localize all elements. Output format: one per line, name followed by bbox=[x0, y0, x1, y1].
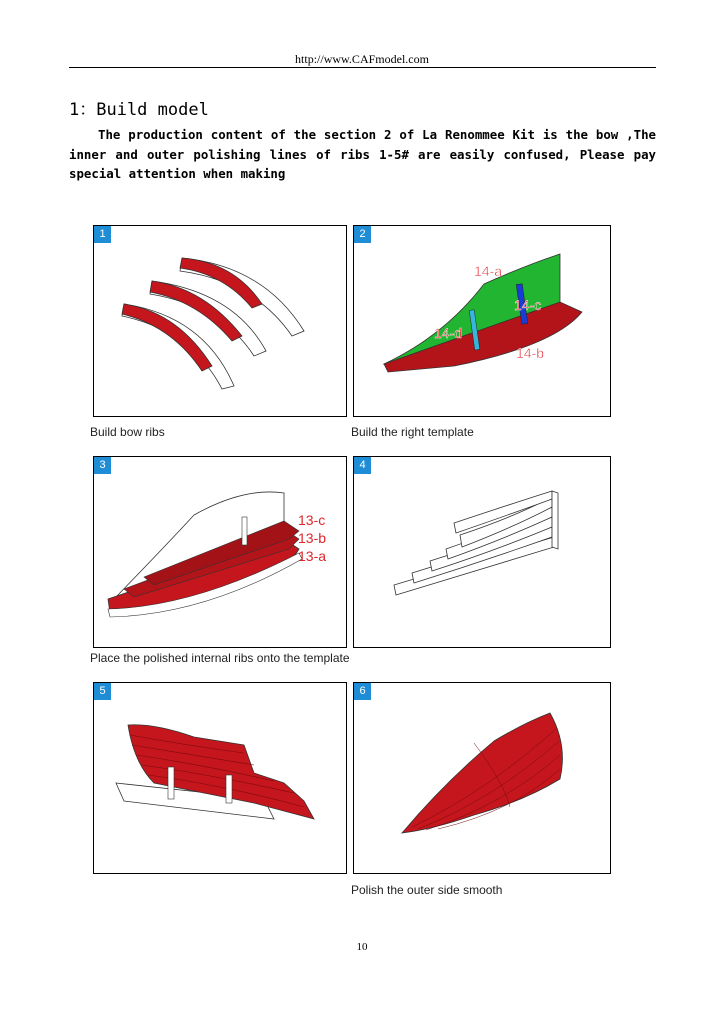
figure-panel-3 bbox=[93, 456, 347, 648]
panel-3-caption: Place the polished internal ribs onto the template bbox=[90, 651, 350, 665]
panel-number-badge: 4 bbox=[354, 457, 371, 474]
figure-panel-5 bbox=[93, 682, 347, 874]
panel-number-badge: 3 bbox=[94, 457, 111, 474]
figure-panel-1 bbox=[93, 225, 347, 417]
header-url: http://www.CAFmodel.com bbox=[295, 52, 429, 66]
figure-panel-2 bbox=[353, 225, 611, 417]
figure-panel-6 bbox=[353, 682, 611, 874]
header-rule bbox=[69, 67, 656, 68]
planking-illustration bbox=[94, 683, 346, 873]
figure-panel-4 bbox=[353, 456, 611, 648]
panel-6-caption: Polish the outer side smooth bbox=[351, 883, 503, 897]
smooth-hull-illustration bbox=[354, 683, 610, 873]
section-title: 1：Build model bbox=[69, 100, 209, 120]
panel-number-badge: 5 bbox=[94, 683, 111, 700]
panel-number-badge: 2 bbox=[354, 226, 371, 243]
bow-ribs-illustration bbox=[94, 226, 346, 416]
label-13c: 13-c bbox=[298, 512, 326, 528]
internal-ribs-illustration bbox=[94, 457, 346, 647]
label-14a: 14-a bbox=[474, 263, 503, 279]
panel-number-badge: 1 bbox=[94, 226, 111, 243]
label-14c: 14-c bbox=[514, 297, 542, 313]
ribs-outline-illustration bbox=[354, 457, 610, 647]
label-13b: 13-b bbox=[298, 530, 327, 546]
label-14b: 14-b bbox=[516, 345, 545, 361]
label-13a: 13-a bbox=[298, 548, 327, 564]
label-14d: 14-d bbox=[434, 325, 463, 341]
intro-paragraph: The production content of the section 2 of La Renommee Kit is the bow ,The inner and outer polishing lines of ribs 1-5# are easily confused, Please pay special attention when making bbox=[69, 127, 656, 181]
panel-number-badge: 6 bbox=[354, 683, 371, 700]
page-number: 10 bbox=[356, 941, 368, 953]
panel-1-caption: Build bow ribs bbox=[90, 425, 165, 439]
right-template-illustration bbox=[354, 226, 610, 416]
panel-2-caption: Build the right template bbox=[351, 425, 474, 439]
